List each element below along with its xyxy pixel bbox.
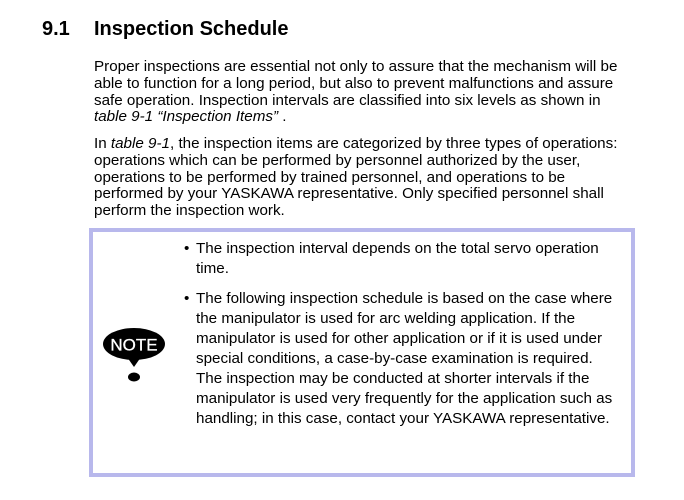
table-reference: table 9-1 — [110, 135, 170, 152]
note-bullet-text: The following inspection schedule is based on the case where the manipulator is used for arc welding application. If the manipulator is used for other application or if it is used under special conditions, a case-by-case examination is required. The inspection may be conducted at shorter intervals if the manipulator is used very frequently for the application such as handling; in this case, contact your YASKAWA representative. — [196, 290, 613, 427]
intro-text-end: . — [278, 108, 287, 126]
note-icon — [101, 327, 167, 387]
section-title: Inspection Schedule — [94, 18, 289, 40]
section-number: 9.1 — [42, 18, 70, 40]
note-bullet-text: The inspection interval depends on the total servo operation time. — [196, 240, 599, 277]
note-bullet-list — [184, 239, 629, 439]
note-bullet-item — [184, 289, 629, 429]
note-icon-pointer — [127, 357, 141, 367]
section-heading — [42, 17, 288, 41]
categories-text-start: In — [94, 135, 111, 152]
note-bullet-item — [184, 239, 629, 279]
intro-text: Proper inspections are essential not only to assure that the mechanism will be able to function for a long period, but also to prevent malfunctions and assure safe operation. Inspection intervals are classified into six levels as shown in — [94, 58, 618, 109]
table-reference: table 9-1 “Inspection Items” — [94, 108, 279, 126]
intro-paragraph — [94, 59, 634, 126]
categories-text: , the inspection items are categorized by three types of operations: operations which can be performed by personnel authorized by the user, operations to be performed by trained personnel, and operations to be performed by your YASKAWA representative. Only specified personnel shall perform the inspection work. — [94, 135, 618, 220]
note-icon-dot — [128, 373, 140, 382]
bullet-dot: • — [184, 240, 190, 257]
note-icon-label: NOTE — [110, 335, 158, 355]
categories-paragraph — [94, 136, 634, 220]
bullet-dot: • — [184, 290, 190, 307]
